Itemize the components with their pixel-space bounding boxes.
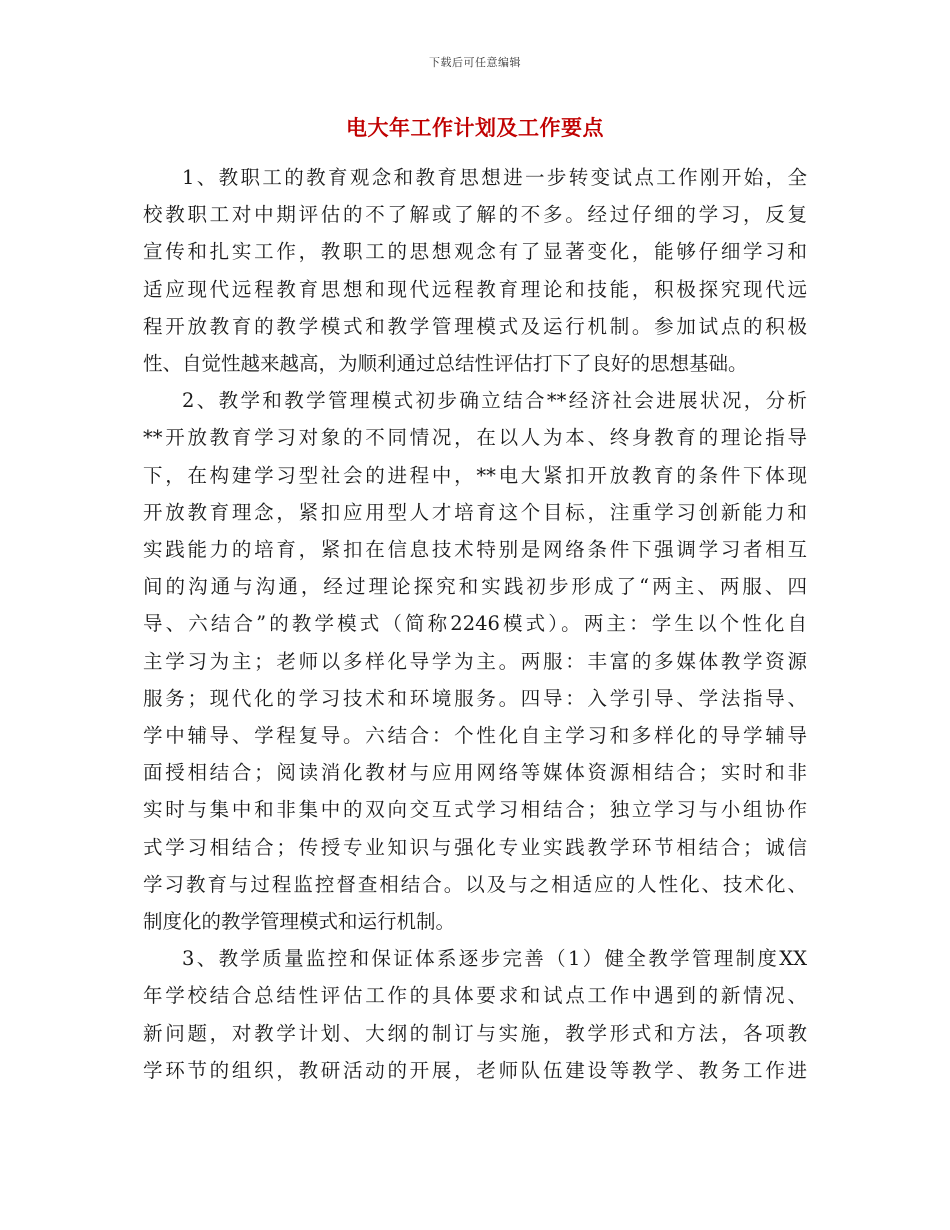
text-line: 2、教学和教学管理模式初步确立结合**经济社会进展状况，分析	[182, 389, 807, 413]
text-line: 学习教育与过程监控督查相结合。以及与之相适应的人性化、技术化、	[143, 872, 807, 896]
text-line: 实践能力的培育，紧扣在信息技术特别是网络条件下强调学习者相互	[143, 538, 807, 562]
paragraph-2	[143, 382, 807, 940]
text-line: 适应现代远程教育思想和现代远程教育理论和技能，积极探究现代远	[143, 277, 807, 301]
paragraph-1	[143, 159, 807, 382]
text-line: 性、自觉性越来越高，为顺利通过总结性评估打下了良好的思想基础。	[143, 352, 748, 376]
text-line: 年学校结合总结性评估工作的具体要求和试点工作中遇到的新情况、	[143, 984, 807, 1008]
text-line: 新问题，对教学计划、大纲的制订与实施，教学形式和方法，各项教	[143, 1021, 807, 1045]
text-line: 导、六结合”的教学模式（简称2246模式）。两主：学生以个性化自	[143, 612, 807, 636]
text-line: 学中辅导、学程复导。六结合：个性化自主学习和多样化的导学辅导	[143, 724, 807, 748]
text-line: 服务；现代化的学习技术和环境服务。四导：入学引导、学法指导、	[143, 686, 807, 710]
text-line: 面授相结合；阅读消化教材与应用网络等媒体资源相结合；实时和非	[143, 761, 807, 785]
text-line: 式学习相结合；传授专业知识与强化专业实践教学环节相结合；诚信	[143, 835, 807, 859]
text-line: **开放教育学习对象的不同情况，在以人为本、终身教育的理论指导	[143, 426, 807, 450]
text-line: 1、教职工的教育观念和教育思想进一步转变试点工作刚开始，全	[182, 166, 807, 189]
text-line: 校教职工对中期评估的不了解或了解的不多。经过仔细的学习，反复	[143, 203, 807, 227]
text-line: 制度化的教学管理模式和运行机制。	[143, 910, 456, 934]
text-line: 实时与集中和非集中的双向交互式学习相结合；独立学习与小组协作	[143, 798, 807, 822]
text-line: 间的沟通与沟通，经过理论探究和实践初步形成了“两主、两服、四	[143, 575, 807, 599]
text-line: 3、教学质量监控和保证体系逐步完善（1）健全教学管理制度XX	[182, 947, 807, 971]
text-line: 程开放教育的教学模式和教学管理模式及运行机制。参加试点的积极	[143, 314, 807, 338]
text-line: 学环节的组织，教研活动的开展，老师队伍建设等教学、教务工作进	[143, 1058, 807, 1082]
document-title: 电大年工作计划及工作要点	[346, 115, 604, 140]
header-note: 下载后可任意编辑	[429, 56, 521, 69]
text-line: 下，在构建学习型社会的进程中，**电大紧扣开放教育的条件下体现	[143, 463, 807, 487]
text-line: 开放教育理念，紧扣应用型人才培育这个目标，注重学习创新能力和	[143, 500, 807, 524]
paragraph-3	[143, 940, 807, 1089]
text-line: 主学习为主；老师以多样化导学为主。两服：丰富的多媒体教学资源	[143, 649, 807, 673]
document-body	[143, 159, 807, 1089]
text-line: 宣传和扎实工作，教职工的思想观念有了显著变化，能够仔细学习和	[143, 240, 807, 264]
